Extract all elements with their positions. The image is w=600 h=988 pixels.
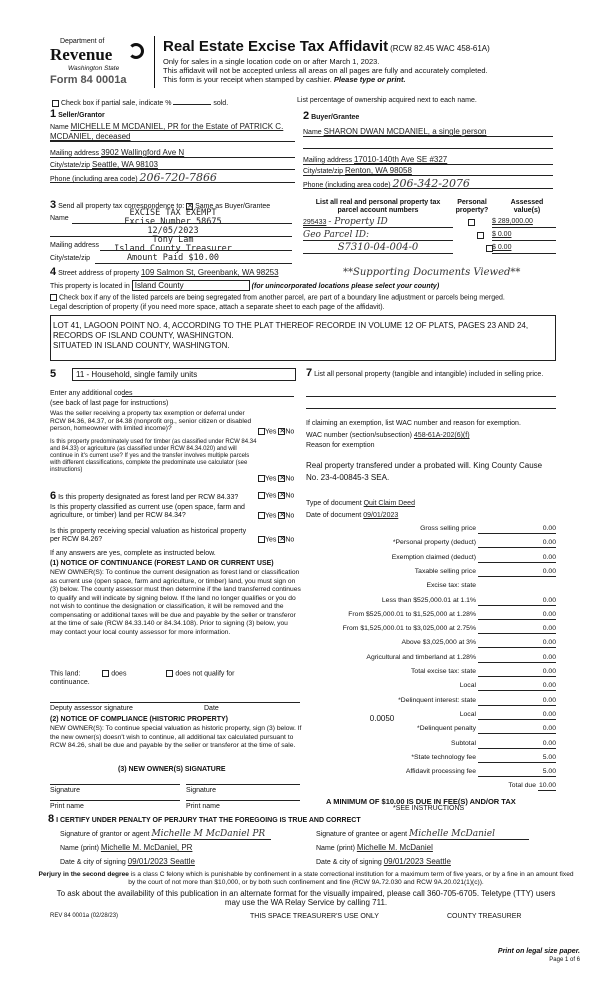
parcel-2-note: Geo Parcel ID:: [303, 230, 370, 240]
buyer-city-label: City/state/zip: [303, 168, 344, 175]
tax-row-value[interactable]: 5.00: [478, 768, 556, 777]
title-text: Real Estate Excise Tax Affidavit: [163, 38, 389, 55]
buyer-phone-label: Phone (including area code): [303, 182, 391, 189]
legal-desc-label: Legal description of property (if you need more space, attach a separate sheet to each page of the affidavit).: [50, 304, 385, 311]
seller-name-2[interactable]: MCDANIEL, deceased: [50, 132, 131, 141]
tax-row-label: Total excise tax: state: [411, 668, 476, 675]
grantee-date-row: [316, 857, 451, 866]
this-land-label: This land:: [50, 670, 81, 678]
brand-label: Revenue: [50, 45, 113, 64]
q2-yes-checkbox[interactable]: [258, 475, 265, 482]
s6q2-yes-checkbox[interactable]: [258, 512, 265, 519]
certify-row: [48, 813, 361, 825]
tax-row-value[interactable]: 0.00: [478, 597, 556, 606]
seller-name-label: Name: [50, 124, 69, 131]
q2-no-label: No: [285, 475, 295, 483]
sec5-q1-answers: [258, 428, 294, 435]
tax-row-label: Gross selling price: [420, 525, 476, 532]
sec3-line-4: [95, 263, 292, 264]
parcel-1-number[interactable]: 295433: [303, 219, 327, 226]
owner-sig-label-2: Signature: [186, 787, 216, 794]
seller-city[interactable]: Seattle, WA 98103: [92, 160, 158, 169]
tax-row-value[interactable]: 0.00: [478, 682, 556, 691]
seller-name-1[interactable]: MICHELLE M MCDANIEL, PR for the Estate of PATRICK C.: [70, 122, 284, 131]
grantee-signature[interactable]: Michelle McDaniel: [409, 829, 529, 840]
stamp-line-5: Island County Treasurer: [114, 244, 232, 254]
sec6-q1-text: Is this property designated as forest land per RCW 84.33?: [58, 494, 239, 501]
page-number: Page 1 of 6: [549, 957, 580, 963]
grantee-sig-label: Signature of grantee or agent: [316, 831, 408, 838]
segregation-row: [50, 294, 505, 301]
same-as-buyer-label: Same as Buyer/Grantee: [195, 203, 271, 210]
grantee-sig-row: [316, 829, 529, 840]
land-qualify-row: [50, 670, 235, 677]
notice-2-title: (2) NOTICE OF COMPLIANCE (HISTORIC PROPERTY): [50, 716, 228, 723]
county-treasurer: COUNTY TREASURER: [447, 913, 522, 920]
sec3-num: 3: [50, 199, 57, 211]
buyer-name[interactable]: SHARON DWAN MCDANIEL, a single person: [323, 127, 487, 136]
parcel-1-note: - Property ID: [328, 217, 388, 227]
s6q2-yes-label: Yes: [265, 512, 277, 520]
seller-title: Seller/Grantor: [58, 112, 105, 119]
local-rate-field[interactable]: 0.0050: [369, 714, 395, 723]
county-select[interactable]: Island County: [132, 280, 250, 291]
q1-no-checkbox[interactable]: [278, 428, 285, 435]
buyer-mail[interactable]: 17010-140th Ave SE #327: [353, 155, 448, 164]
doc-date[interactable]: 09/01/2023: [363, 512, 399, 519]
tax-row-label: Less than $525,000.01 at 1.1%: [381, 596, 476, 604]
sec6-num: 6: [50, 490, 57, 502]
s6q3-yes-label: Yes: [265, 536, 277, 544]
buyer-title: Buyer/Grantee: [311, 114, 360, 121]
segregation-checkbox[interactable]: [50, 294, 57, 301]
doc-type[interactable]: Quit Claim Deed: [363, 500, 415, 507]
tax-row-label: *Delinquent penalty: [417, 725, 476, 733]
personal-header-2: property?: [455, 207, 489, 214]
form-title: [163, 38, 490, 55]
certify-text: I CERTIFY UNDER PENALTY OF PERJURY THAT THE FOREGOING IS TRUE AND CORRECT: [56, 817, 361, 824]
segregation-label: Check box if any of the listed parcels are being segregated from another parcel, are part of a boundary line adjustment or parcels being merged.: [58, 294, 505, 302]
s6q1-yes-checkbox[interactable]: [258, 492, 265, 499]
tax-row-value[interactable]: 0.00: [478, 554, 556, 563]
partial-pct-input[interactable]: [173, 97, 211, 105]
assessed-header-1: Assessed: [510, 199, 544, 206]
stamp-line-1: EXCISE TAX EXEMPT: [129, 208, 217, 218]
tax-row: [306, 654, 556, 665]
deputy-sig-line[interactable]: [50, 702, 300, 703]
q1-no-label: No: [285, 428, 295, 436]
q1-yes-label: Yes: [265, 428, 277, 436]
tax-row: [306, 697, 556, 708]
owner-sig-label-1: Signature: [50, 787, 80, 794]
tax-row-label: Total due: [508, 782, 536, 790]
use-code-select[interactable]: 11 - Household, single family units: [72, 368, 296, 381]
tax-row: [306, 554, 556, 565]
rcw-text: (RCW 82.45 WAC 458-61A): [390, 44, 490, 53]
personal-prop-line-1[interactable]: [306, 396, 556, 397]
unincorp-note: (for unincorporated locations please select your county): [251, 283, 440, 290]
grantor-signature[interactable]: Michelle M McDaniel PR: [151, 829, 271, 840]
located-label: This property is located in: [50, 283, 130, 290]
header-note-1: Only for sales in a single location code on or after March 1, 2023.: [163, 57, 380, 66]
tax-row-value[interactable]: 0.00: [478, 525, 556, 534]
tax-row-label: *Delinquent interest: state: [398, 696, 476, 704]
note-3-emph: Please type or print.: [333, 75, 406, 84]
q2-no-checkbox[interactable]: [278, 475, 285, 482]
rev-number: REV 84 0001a (02/28/23): [50, 913, 119, 919]
assessed-col-header: [498, 199, 556, 215]
tax-row: [306, 611, 556, 622]
does-not-checkbox[interactable]: [166, 670, 173, 677]
tax-row-value[interactable]: 0.00: [478, 697, 556, 706]
docs-viewed-note: **Supporting Documents Viewed**: [343, 267, 521, 278]
sec4-num: 4: [50, 266, 57, 278]
dept-label: Department of: [60, 38, 105, 45]
owner-print-label-1: Print name: [50, 803, 84, 810]
buyer-mail-label: Mailing address: [303, 157, 353, 164]
does-label: does: [111, 670, 127, 678]
sec3-title-text: Send all property tax correspondence to:: [58, 203, 185, 210]
owner-print-line-1[interactable]: [50, 800, 180, 801]
sec6-q1: [50, 490, 238, 502]
treasurer-space: THIS SPACE TREASURER'S USE ONLY: [250, 913, 379, 920]
reason-text[interactable]: Real property transfered under a probated will. King County Cause No. 23-4-00845-3 SEA.: [306, 461, 543, 482]
sec5-num: 5: [50, 368, 57, 380]
parcel-header-1: List all real and personal property tax: [315, 199, 441, 206]
notice-1-title: (1) NOTICE OF CONTINUANCE (FOREST LAND OR CURRENT USE): [50, 560, 274, 567]
tax-row-label: Excise tax: state: [426, 582, 476, 590]
grantor-date[interactable]: 09/01/2023 Seattle: [127, 857, 195, 866]
tax-row-label: Local: [459, 682, 476, 690]
assessed-value-2[interactable]: $ 0.00: [492, 231, 556, 241]
assessed-header-2: value(s): [513, 207, 541, 214]
grantor-name[interactable]: Michelle M. McDaniel, PR: [100, 843, 193, 852]
buyer-city[interactable]: Renton, WA 98058: [345, 166, 412, 175]
tax-row: [306, 782, 556, 793]
doc-type-row: [306, 500, 415, 507]
assessed-value-3[interactable]: $ 0.00: [492, 244, 556, 254]
s6q3-no-checkbox[interactable]: [278, 536, 285, 543]
sec7-title-text: List all personal property (tangible and intangible) included in selling price.: [314, 371, 544, 378]
s6q1-no-checkbox[interactable]: [278, 492, 285, 499]
owner-sig-line-2[interactable]: [186, 784, 300, 785]
seller-phone-label: Phone (including area code): [50, 176, 138, 183]
doc-date-row: [306, 512, 398, 519]
sec4-county-row: [50, 280, 439, 291]
tax-row-value[interactable]: 0.00: [478, 539, 556, 548]
buyer-section: [303, 110, 553, 189]
header-note-3: [163, 75, 406, 84]
doc-date-label: Date of document: [306, 512, 362, 519]
owner-print-label-2: Print name: [186, 803, 220, 810]
see-list-note: (see back of last page for instructions): [50, 400, 169, 407]
tax-row: [306, 539, 556, 550]
grantor-sig-row: [60, 829, 271, 840]
tax-row: [306, 768, 556, 779]
personal-checkbox-2[interactable]: [477, 232, 484, 239]
personal-col-header: [452, 199, 492, 215]
parcel-header-2: parcel account numbers: [337, 207, 419, 214]
assessed-value-1[interactable]: $ 289,000.00: [492, 218, 556, 228]
wac-label: WAC number (section/subsection): [306, 432, 412, 439]
doc-type-label: Type of document: [306, 500, 362, 507]
tax-row: [306, 711, 556, 722]
grantor-name-label: Name (print): [60, 845, 99, 852]
header-note-2: This affidavit will not be accepted unless all areas on all pages are fully and accurately completed.: [163, 66, 488, 75]
tax-row: [306, 725, 556, 736]
reason-label: Reason for exemption: [306, 442, 375, 449]
sec6-q2-answers: [258, 512, 294, 519]
parcel-row-1: [303, 217, 453, 228]
ownership-note: List percentage of ownership acquired next to each name.: [297, 97, 477, 104]
deputy-sig-label: Deputy assessor signature: [50, 705, 133, 712]
s6q1-no-label: No: [285, 492, 295, 500]
owner-sig-line-1[interactable]: [50, 784, 180, 785]
form-number: Form 84 0001a: [50, 74, 127, 86]
partial-sale-row: [52, 97, 228, 107]
tax-row-value[interactable]: 0.00: [478, 611, 556, 620]
grantee-date-label: Date & city of signing: [316, 859, 382, 866]
owner-print-line-2[interactable]: [186, 800, 300, 801]
tax-row-value[interactable]: 0.00: [478, 725, 556, 734]
tax-row-value[interactable]: 0.00: [478, 639, 556, 648]
tax-row-value[interactable]: 0.00: [478, 568, 556, 577]
sec4-address-row: [50, 266, 279, 278]
claim-note: If claiming an exemption, list WAC number and reason for exemption.: [306, 420, 521, 427]
grantor-name-row: [60, 843, 192, 852]
sec7-title: [306, 369, 556, 380]
sec5-q2: Is this property predominately used for timber (as classified under RCW 84.34 and 84.33) or agriculture (as classified under RCW 84.34.020) and will continue in it's current use? If yes and the transfer involves multiple parcels with different classifications, complete the predominate use calculator (see instructions): [50, 439, 257, 473]
tax-row: [306, 568, 556, 579]
tax-row: [306, 625, 556, 636]
deputy-date-label: Date: [204, 705, 219, 712]
tax-row-value[interactable]: 0.00: [478, 668, 556, 677]
sec5-q2-answers: [258, 475, 294, 482]
tax-row-value[interactable]: 10.00: [538, 782, 556, 790]
continuance-label: continuance.: [50, 679, 90, 686]
tax-row-label: *State technology fee: [411, 753, 476, 761]
parcel-row-3: [303, 242, 453, 254]
sec3-mail-label: Mailing address: [50, 242, 100, 249]
tax-row: [306, 597, 556, 608]
sec6-q3: Is this property receiving special valuation as historical property per RCW 84.26?: [50, 528, 247, 543]
sec3-name-label: Name: [50, 215, 69, 222]
sec5-q1: Was the seller receiving a property tax exemption or deferral under RCW 84.36, 84.37, or 84.38 (nonprofit org., senior citizen or disabled person, homeowner with limited income)?: [50, 410, 252, 432]
parcel-row-2: [303, 230, 453, 241]
logo: [50, 38, 150, 88]
q1-yes-checkbox[interactable]: [258, 428, 265, 435]
tax-row-label: Subtotal: [451, 739, 476, 747]
sec4-address-label: Street address of property: [58, 270, 140, 277]
sec8-num: 8: [48, 813, 55, 825]
tax-row-value[interactable]: 0.00: [478, 654, 556, 663]
grantee-name-row: [316, 843, 433, 852]
tax-row: [306, 668, 556, 679]
tax-row: [306, 639, 556, 650]
legal-desc-box[interactable]: [50, 315, 556, 361]
seller-mail[interactable]: 3902 Wallingford Ave N: [100, 148, 185, 157]
buyer-num: 2: [303, 110, 310, 122]
s6q3-yes-checkbox[interactable]: [258, 536, 265, 543]
header-divider: [154, 36, 155, 88]
grantee-date[interactable]: 09/01/2023 Seattle: [383, 857, 451, 866]
legal-desc-text-2: SITUATED IN ISLAND COUNTY, WASHINGTON.: [53, 341, 230, 350]
wac-row: [306, 432, 470, 439]
tax-row-label: From $525,000.01 to $1,525,000 at 1.28%: [348, 610, 476, 618]
s6q2-no-checkbox[interactable]: [278, 512, 285, 519]
tax-row: [306, 740, 556, 751]
sec7-num: 7: [306, 367, 313, 379]
stamp-line-3: 12/05/2023: [147, 226, 199, 236]
exempt-stamp: [113, 209, 233, 263]
does-checkbox[interactable]: [102, 670, 109, 677]
seller-num: 1: [50, 108, 57, 120]
stamp-line-6: Amount Paid $10.00: [126, 253, 220, 263]
s6q3-no-label: No: [285, 536, 295, 544]
does-not-label: does not qualify for: [175, 670, 235, 678]
seller-section: [50, 108, 295, 183]
tax-row-label: Taxable selling price: [414, 567, 476, 575]
sec6-q1-answers: [258, 492, 294, 499]
state-label: Washington State: [68, 65, 120, 72]
parcel-3-note: S7310-04-004-0: [337, 242, 419, 253]
s6q2-no-label: No: [285, 512, 295, 520]
tax-row-label: From $1,525,000.01 to $3,025,000 at 2.75%: [342, 625, 476, 633]
buyer-phone[interactable]: 206-342-2076: [392, 177, 470, 190]
tax-row-label: Agricultural and timberland at 1.28%: [366, 653, 476, 661]
tax-row: [306, 582, 556, 593]
grantor-date-label: Date & city of signing: [60, 859, 126, 866]
legal-desc-text: LOT 41, LAGOON POINT NO. 4, ACCORDING TO THE PLAT THEREOF RECORDE IN VOLUME 12 OF PLATS, PAGES 23 AND 24, RECORDS OF ISLAND COUNTY, WASHINGTON.: [53, 321, 529, 340]
grantor-date-row: [60, 857, 195, 866]
stamp-line-2: Excise Number 58675: [124, 217, 222, 227]
legal-paper-note: Print on legal size paper.: [497, 948, 580, 955]
add-codes-label: Enter any additional codes: [50, 390, 133, 397]
personal-header-1: Personal: [457, 199, 487, 206]
perjury-bold: Perjury in the second degree: [38, 871, 129, 878]
tax-row-value[interactable]: 0.00: [478, 711, 556, 720]
notice-3-title: (3) NEW OWNER(S) SIGNATURE: [118, 766, 226, 773]
perjury-text: is a class C felony which is punishable by confinement in a state correctional institution for a maximum term of five years, or by a fine in an amount fixed by the court of not more than $10,000, or by both such confinement and fine (RCW 9A.72.030 and RCW 9A.20.021(1)(c)).: [128, 871, 574, 886]
tax-row-value[interactable]: 0.00: [478, 625, 556, 634]
stamp-line-4: Tony Lam: [152, 235, 194, 245]
wac-number[interactable]: 458-61A-202(6)(f): [413, 432, 470, 439]
sec3-city-label: City/state/zip: [50, 255, 91, 262]
personal-checkbox-1[interactable]: [468, 219, 475, 226]
sec6-q3-answers: [258, 536, 294, 543]
tax-row-label: Local: [459, 710, 476, 718]
grantee-name[interactable]: Michelle M. McDaniel: [356, 843, 433, 852]
personal-prop-line-2[interactable]: [306, 408, 556, 409]
tax-row: [306, 525, 556, 536]
tax-row: [306, 754, 556, 765]
alt-format-note: To ask about the availability of this publication in an alternate format for the visually impaired, please call 360-705-6705. Teletype (TTY) users may use the WA Relay Service by calling 711.: [56, 889, 556, 907]
partial-sale-checkbox[interactable]: [52, 100, 59, 107]
tax-row-label: Affidavit processing fee: [405, 768, 476, 776]
partial-sold-label: sold.: [213, 100, 229, 107]
perjury-note: [36, 871, 576, 887]
seller-phone[interactable]: 206-720-7866: [139, 171, 217, 184]
add-codes-input[interactable]: [122, 396, 294, 397]
tax-row-label: Above $3,025,000 at 3%: [401, 639, 476, 647]
note-3-text: This form is your receipt when stamped by cashier.: [163, 75, 334, 84]
grantee-name-label: Name (print): [316, 845, 355, 852]
partial-sale-label: Check box if partial sale, indicate %: [60, 100, 172, 107]
tax-row-value[interactable]: 0.00: [478, 740, 556, 749]
seller-mail-label: Mailing address: [50, 150, 100, 157]
property-address[interactable]: 109 Salmon St, Greenbank, WA 98253: [140, 268, 279, 277]
grantor-sig-label: Signature of grantor or agent: [60, 831, 150, 838]
seller-city-label: City/state/zip: [50, 162, 91, 169]
tax-row-label: *Personal property (deduct): [392, 539, 476, 547]
notice-1-body: NEW OWNER(S): To continue the current designation as forest land or classification as current use (open space, farm and agriculture, or timber) land, you must sign on (3) below. The county assessor must then determine if the land transferred continues to qualify and will indicate by signing below. If the land no longer qualifies or you do not wish to continue the designation or classification, it will be removed and the compensating or additional taxes will be due and payable by the seller or transferor at the time of sale (RCW 84.33.140 or 84.34.108). Prior to signing (3) below, you may contact your local county assessor for more information.: [50, 569, 301, 636]
parcel-col-header: [303, 199, 453, 215]
q2-yes-label: Yes: [265, 475, 277, 483]
notice-2-body: NEW OWNER(S): To continue special valuation as historic property, sign (3) below. If the new owner(s) doesn't wish to continue, all additional tax calculated pursuant to RCW 84.26, shall be due and payable by the seller or transferor at the time of sale.: [50, 725, 302, 749]
check-mark-icon: [128, 43, 144, 59]
s6q1-yes-label: Yes: [265, 492, 277, 500]
tax-row-value[interactable]: 5.00: [478, 754, 556, 763]
tax-row-label: Exemption claimed (deduct): [391, 553, 476, 561]
sec6-q2: Is this property classified as current use (open space, farm and agriculture, or timber) land per RCW 84.34?: [50, 504, 245, 519]
minimum-due: A MINIMUM OF $10.00 IS DUE IN FEE(S) AND/OR TAX: [326, 797, 516, 806]
see-instructions: *SEE INSTRUCTIONS: [393, 805, 465, 812]
tax-row: [306, 682, 556, 693]
buyer-name-label: Name: [303, 129, 322, 136]
if-yes-note: If any answers are yes, complete as instructed below.: [50, 550, 216, 557]
